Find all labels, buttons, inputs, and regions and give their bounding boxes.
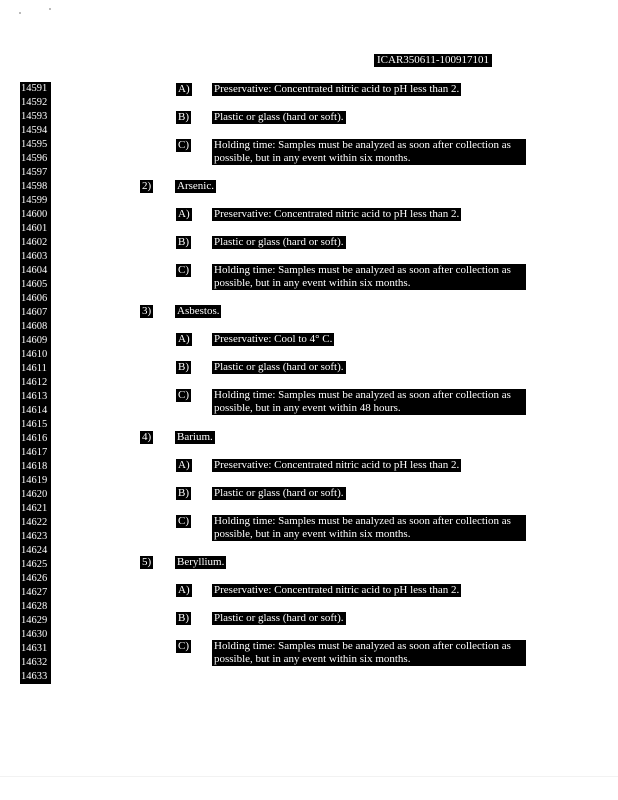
item-text-preservative: Preservative: Cool to 4° C. xyxy=(214,333,333,345)
line-number: 14599 xyxy=(20,194,51,208)
line-number: 14633 xyxy=(20,670,51,684)
line-number: 14619 xyxy=(20,474,51,488)
line-number: 14607 xyxy=(20,306,51,320)
line-number: 14600 xyxy=(20,208,51,222)
document-id: ICAR350611-100917101 xyxy=(374,54,492,67)
line-number: 14618 xyxy=(20,460,51,474)
item-text-holding-time: Holding time: Samples must be analyzed as soon after collection as possible, but in any event within six months. xyxy=(212,264,526,290)
item-marker-b: B) xyxy=(178,487,189,499)
item-marker-a: A) xyxy=(178,584,190,596)
line-number: 14609 xyxy=(20,334,51,348)
item-marker-c: C) xyxy=(178,139,189,151)
item-text-container: Plastic or glass (hard or soft). xyxy=(214,111,344,123)
section-number: 2) xyxy=(142,180,152,192)
item-text-preservative: Preservative: Concentrated nitric acid to pH less than 2. xyxy=(214,459,460,471)
item-text-container: Plastic or glass (hard or soft). xyxy=(214,236,344,248)
line-number: 14616 xyxy=(20,432,51,446)
line-number: 14632 xyxy=(20,656,51,670)
line-number: 14623 xyxy=(20,530,51,544)
item-marker-b: B) xyxy=(178,361,189,373)
line-number: 14615 xyxy=(20,418,51,432)
section-heading: Beryllium. xyxy=(177,556,225,568)
item-text-holding-time: Holding time: Samples must be analyzed as soon after collection as possible, but in any event within six months. xyxy=(212,640,526,666)
line-number: 14610 xyxy=(20,348,51,362)
section-number: 3) xyxy=(142,305,152,317)
item-text-preservative: Preservative: Concentrated nitric acid to pH less than 2. xyxy=(214,584,460,596)
item-text-preservative: Preservative: Concentrated nitric acid to pH less than 2. xyxy=(214,83,460,95)
item-text-holding-time: Holding time: Samples must be analyzed as soon after collection as possible, but in any event within six months. xyxy=(212,139,526,165)
item-marker-a: A) xyxy=(178,83,190,95)
line-number: 14598 xyxy=(20,180,51,194)
line-number: 14620 xyxy=(20,488,51,502)
item-text-holding-time: Holding time: Samples must be analyzed as soon after collection as possible, but in any event within 48 hours. xyxy=(212,389,526,415)
line-number: 14608 xyxy=(20,320,51,334)
line-number: 14592 xyxy=(20,96,51,110)
line-number: 14602 xyxy=(20,236,51,250)
section-heading: Barium. xyxy=(177,431,213,443)
item-marker-b: B) xyxy=(178,236,189,248)
line-number: 14613 xyxy=(20,390,51,404)
item-marker-c: C) xyxy=(178,640,189,652)
page-bottom-edge xyxy=(0,776,618,777)
line-number: 14597 xyxy=(20,166,51,180)
item-marker-c: C) xyxy=(178,264,189,276)
line-number-column xyxy=(20,82,54,684)
scan-speck xyxy=(19,12,21,14)
line-number: 14601 xyxy=(20,222,51,236)
item-marker-c: C) xyxy=(178,515,189,527)
item-marker-c: C) xyxy=(178,389,189,401)
item-marker-a: A) xyxy=(178,208,190,220)
line-number: 14594 xyxy=(20,124,51,138)
line-number: 14626 xyxy=(20,572,51,586)
section-number: 4) xyxy=(142,431,152,443)
line-number: 14605 xyxy=(20,278,51,292)
line-number: 14614 xyxy=(20,404,51,418)
section-heading: Asbestos. xyxy=(177,305,220,317)
item-marker-a: A) xyxy=(178,459,190,471)
line-number: 14631 xyxy=(20,642,51,656)
line-number: 14611 xyxy=(20,362,51,376)
line-number: 14606 xyxy=(20,292,51,306)
line-number: 14617 xyxy=(20,446,51,460)
item-text-container: Plastic or glass (hard or soft). xyxy=(214,487,344,499)
line-number: 14628 xyxy=(20,600,51,614)
line-number: 14630 xyxy=(20,628,51,642)
line-number: 14604 xyxy=(20,264,51,278)
item-text-holding-time: Holding time: Samples must be analyzed as soon after collection as possible, but in any event within six months. xyxy=(212,515,526,541)
line-number: 14624 xyxy=(20,544,51,558)
item-text-container: Plastic or glass (hard or soft). xyxy=(214,361,344,373)
line-number: 14591 xyxy=(20,82,51,96)
line-number: 14629 xyxy=(20,614,51,628)
line-number: 14627 xyxy=(20,586,51,600)
line-number: 14625 xyxy=(20,558,51,572)
line-number: 14612 xyxy=(20,376,51,390)
line-number: 14593 xyxy=(20,110,51,124)
item-marker-b: B) xyxy=(178,111,189,123)
item-marker-a: A) xyxy=(178,333,190,345)
item-text-preservative: Preservative: Concentrated nitric acid to pH less than 2. xyxy=(214,208,460,220)
line-number: 14603 xyxy=(20,250,51,264)
item-text-container: Plastic or glass (hard or soft). xyxy=(214,612,344,624)
line-number: 14595 xyxy=(20,138,51,152)
line-number: 14621 xyxy=(20,502,51,516)
scan-speck xyxy=(49,8,51,10)
section-number: 5) xyxy=(142,556,152,568)
line-number: 14596 xyxy=(20,152,51,166)
item-marker-b: B) xyxy=(178,612,189,624)
section-heading: Arsenic. xyxy=(177,180,214,192)
line-number: 14622 xyxy=(20,516,51,530)
